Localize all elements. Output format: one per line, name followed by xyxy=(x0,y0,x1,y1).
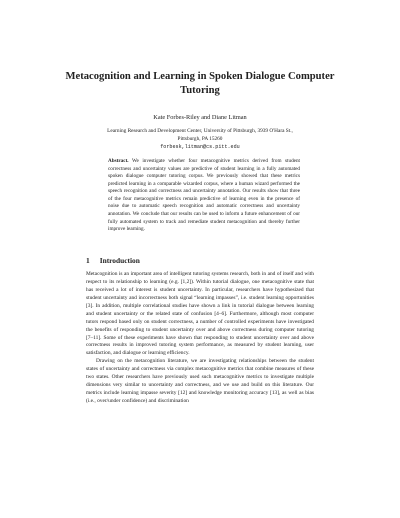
author-affiliation: Learning Research and Development Center, University of Pittsburgh, 3939 O'Hara St., Pittsburgh, PA 15260 xyxy=(107,128,293,142)
paper-title: Metacognition and Learning in Spoken Dialogue Computer Tutoring xyxy=(65,71,335,96)
paragraph-1: Metacognition is an important area of intelligent tutoring systems research, both in and of itself and with respect to its relationship to learning (e.g. [1,2]). Within tutorial dialogue, one metacognitive state that has received a lot of interest is student uncertainty. In particular, researchers have hypothesized that student uncertainty and incorrectness both signal “learning impasses”, i.e. student learning opportunities [3]. In addition, multiple correlational studies have shown a link in tutorial dialogue between learning and student uncertainty or the related state of confusion [4–6]. Furthermore, although most computer tutors respond based only on student correctness, a number of controlled experiments have investigated the benefits of responding to student uncertainty over and above correctness during computer tutoring [7–11]. Some of these experiments have shown that responding to student uncertainty over and above correctness results in improved tutoring system performance, as measured by student learning, user satisfaction, and dialogue or learning efficiency. xyxy=(86,271,314,357)
paragraph-2: Drawing on the metacognition literature, we are investigating relationships between the student states of uncertainty and correctness via complex metacognitive metrics that combine measures of these two states. Other researchers have previously used such metacognitive metrics to investigate multiple dimensions very similar to uncertainty and correctness, and we use and build on this literature. Our metrics include learning impasse severity [12] and knowledge monitoring accuracy [13], as well as bias (i.e., over/under confidence) and discrimination xyxy=(86,358,314,404)
abstract-text: We investigate whether four metacognitive metrics derived from student correctness and uncertainty values are predictive of student learning in a fully automated spoken dialogue computer tutoring corpus. We previously showed that these metrics predicted learning in a comparable wizarded corpus, where a human wizard performed the speech recognition and correctness and uncertainty annotation. Our results show that three of the four metacognitive metrics remain predictive of learning even in the presence of noise due to automatic speech recognition and automatic correctness and uncertainty annotation. We conclude that our results can be used to inform a future enhancement of our fully automated system to track and remediate student metacognition and thereby further improve learning. xyxy=(108,158,300,233)
section-title: Introduction xyxy=(99,256,140,265)
abstract xyxy=(108,158,300,234)
paper-authors: Kate Forbes-Riley and Diane Litman xyxy=(153,114,247,121)
introduction-body xyxy=(86,271,314,406)
abstract-label: Abstract. xyxy=(108,158,129,164)
section-heading-introduction xyxy=(86,256,140,265)
author-email: forbesk,litman@cs.pitt.edu xyxy=(160,144,240,150)
section-number: 1 xyxy=(86,256,90,265)
